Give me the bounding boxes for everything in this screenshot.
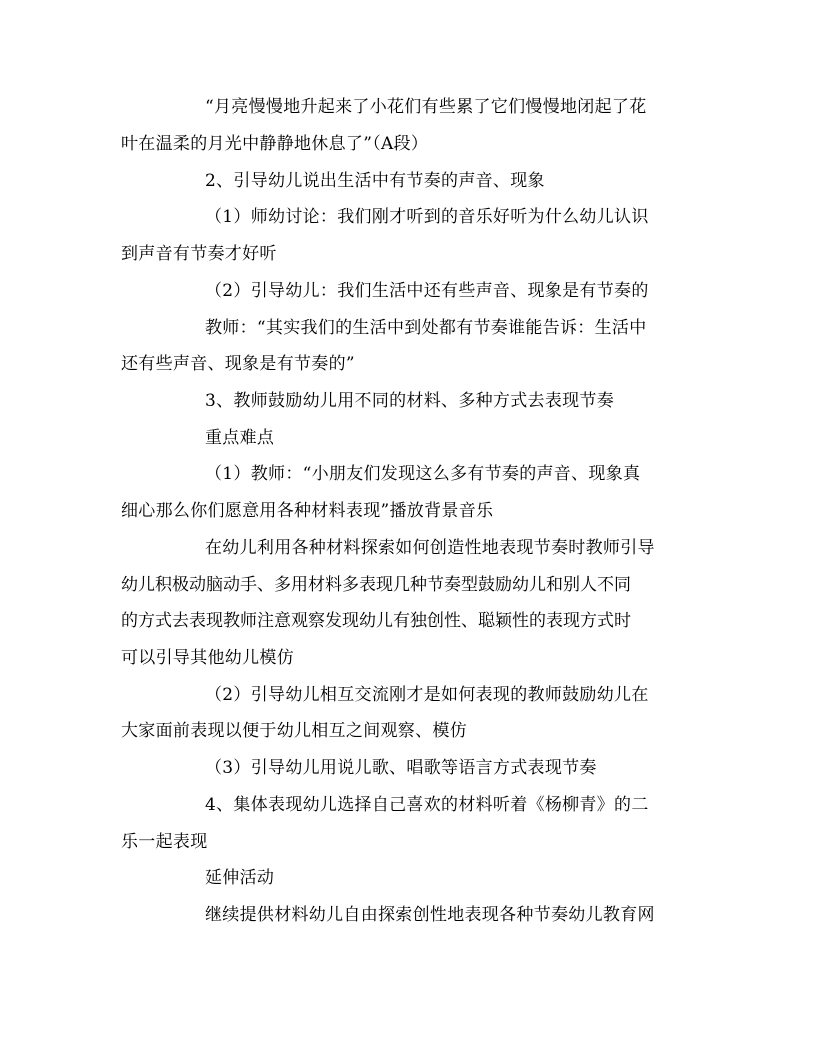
text-line: 大家面前表现以便于幼儿相互之间观察、模仿	[121, 721, 467, 741]
text-line: 2、引导幼儿说出生活中有节奏的声音、现象	[205, 171, 545, 191]
text-line: “月亮慢慢地升起来了小花们有些累了它们慢慢地闭起了花	[205, 97, 647, 117]
text-line: 3、教师鼓励幼儿用不同的材料、多种方式去表现节奏	[205, 391, 615, 411]
text-line: 幼儿积极动脑动手、多用材料多表现几种节奏型鼓励幼儿和别人不同	[121, 575, 631, 595]
text-line: （3）引导幼儿用说儿歌、唱歌等语言方式表现节奏	[205, 758, 597, 778]
text-line: （2）引导幼儿：我们生活中还有些声音、现象是有节奏的	[205, 281, 649, 301]
text-line: 在幼儿利用各种材料探索如何创造性地表现节奏时教师引导	[205, 538, 655, 558]
text-line: 4、集体表现幼儿选择自己喜欢的材料听着《杨柳青》的二	[205, 795, 649, 815]
text-line: 教师：“其实我们的生活中到处都有节奏谁能告诉：生活中	[205, 318, 647, 338]
text-line: 可以引导其他幼儿模仿	[121, 648, 294, 668]
text-line: 的方式去表现教师注意观察发现幼儿有独创性、聪颖性的表现方式时	[121, 611, 631, 631]
text-line: 继续提供材料幼儿自由探索创性地表现各种节奏幼儿教育网	[205, 905, 655, 925]
section-heading: 重点难点	[205, 428, 275, 448]
text-line: 还有些声音、现象是有节奏的”	[121, 354, 355, 374]
text-line: （1）教师：“小朋友们发现这么多有节奏的声音、现象真	[205, 464, 641, 484]
text-line: 叶在温柔的月光中静静地休息了”（A段）	[121, 134, 429, 154]
text-line: （1）师幼讨论：我们刚才听到的音乐好听为什么幼儿认识	[205, 207, 649, 227]
text-line: 乐一起表现	[121, 832, 208, 852]
text-line: 细心那么你们愿意用各种材料表现”播放背景音乐	[121, 501, 494, 521]
text-line: 到声音有节奏才好听	[121, 244, 277, 264]
section-heading: 延伸活动	[205, 868, 275, 888]
text-line: （2）引导幼儿相互交流刚才是如何表现的教师鼓励幼儿在	[205, 685, 649, 705]
